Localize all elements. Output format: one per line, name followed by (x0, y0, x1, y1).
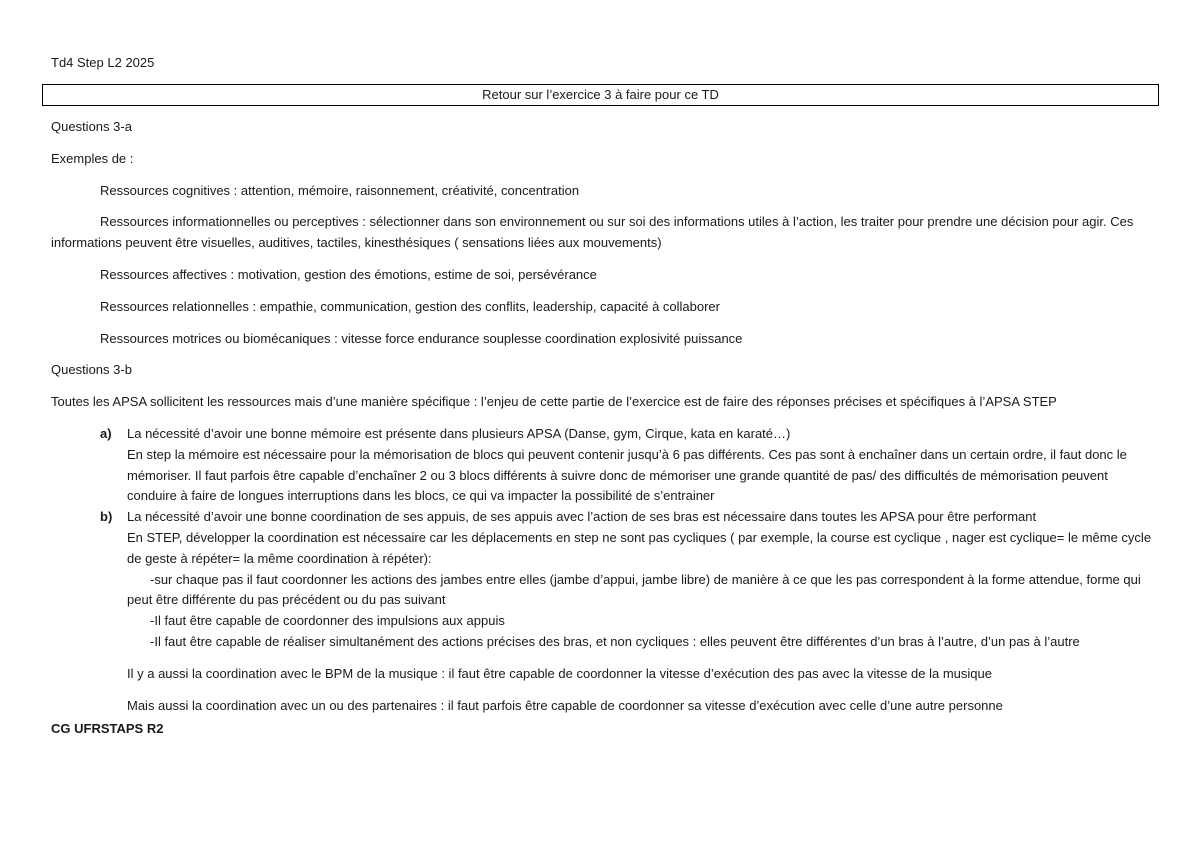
resource-item: Ressources informationnelles ou perceptives : sélectionner dans son environnement ou sur soi des informations utiles à l’action, les traiter pour prendre une décision pour agir. Ces informations peuvent être visuelles, auditives, tactiles, kinesthésiques ( sensations liées aux mouvements) (51, 214, 1134, 251)
section-heading-3b: Questions 3-b (51, 362, 132, 378)
list-marker: a) (100, 425, 112, 441)
answer-list (51, 424, 1158, 716)
boxed-title: Retour sur l’exercice 3 à faire pour ce TD (42, 84, 1159, 106)
list-sub-item: -Il faut être capable de coordonner des impulsions aux appuis (150, 613, 505, 629)
list-sub-item: -sur chaque pas il faut coordonner les actions des jambes entre elles (jambe d’appui, jambe libre) de manière à ce que les pas correspondent à la forme attendue, forme qui peut être différente du pas précédent ou du pas suivant (127, 571, 1141, 608)
section-3b-intro: Toutes les APSA sollicitent les ressources mais d’une manière spécifique : l’enjeu de cette partie de l’exercice est de faire des réponses précises et spécifiques à l’APSA STEP (51, 394, 1057, 410)
list-item-b (51, 507, 1158, 716)
list-sub-item: -Il faut être capable de réaliser simultanément des actions précises des bras, et non cycliques : elles peuvent être différentes d’un bras à l’autre, d’un pas à l’autre (150, 633, 1080, 649)
list-item-paragraph: Mais aussi la coordination avec un ou des partenaires : il faut parfois être capable de coordonner sa vitesse d’exécution avec celle d’une autre personne (127, 697, 1003, 713)
resource-item: Ressources motrices ou biomécaniques : vitesse force endurance souplesse coordination explosivité puissance (100, 330, 743, 346)
list-item-text: En STEP, développer la coordination est nécessaire car les déplacements en step ne sont pas cycliques ( par exemple, la course est cyclique , nager est cyclique= le même cycle de geste à répéter= la même coordination à répéter): (127, 529, 1152, 566)
list-marker: b) (100, 509, 113, 525)
list-item-text: En step la mémoire est nécessaire pour la mémorisation de blocs qui peuvent contenir jusqu’à 6 pas différents. Ces pas sont à enchaîner dans un certain ordre, il faut donc le mémoriser. Il faut parfois être capable d’enchaîner 2 ou 3 blocs différents à suivre donc de mémoriser une grande quantité de pas/ des difficultés de mémorisation peuvent conduire à faire de longues interruptions dans les blocs, ce qui va impacter la possibilité de s’entrainer (127, 446, 1127, 504)
resource-item: Ressources cognitives : attention, mémoire, raisonnement, créativité, concentration (100, 182, 580, 198)
section-heading-3a: Questions 3-a (51, 119, 132, 134)
examples-intro: Exemples de : (51, 150, 134, 166)
resource-item: Ressources affectives : motivation, gestion des émotions, estime de soi, persévérance (100, 266, 597, 282)
document-header: Td4 Step L2 2025 (51, 55, 155, 70)
document-page (51, 53, 1158, 740)
list-item-paragraph: Il y a aussi la coordination avec le BPM de la musique : il faut être capable de coordonner la vitesse d’exécution des pas avec la vitesse de la musique (127, 665, 992, 681)
list-item-text: La nécessité d’avoir une bonne mémoire est présente dans plusieurs APSA (Danse, gym, Cirque, kata en karaté…) (127, 425, 791, 441)
list-item-text: La nécessité d’avoir une bonne coordination de ses appuis, de ses appuis avec l’action de ses bras est nécessaire dans toutes les APSA pour être performant (127, 509, 1037, 525)
list-item-a (51, 424, 1158, 507)
document-footer: CG UFRSTAPS R2 (51, 721, 164, 737)
resource-item: Ressources relationnelles : empathie, communication, gestion des conflits, leadership, capacité à collaborer (100, 298, 720, 314)
